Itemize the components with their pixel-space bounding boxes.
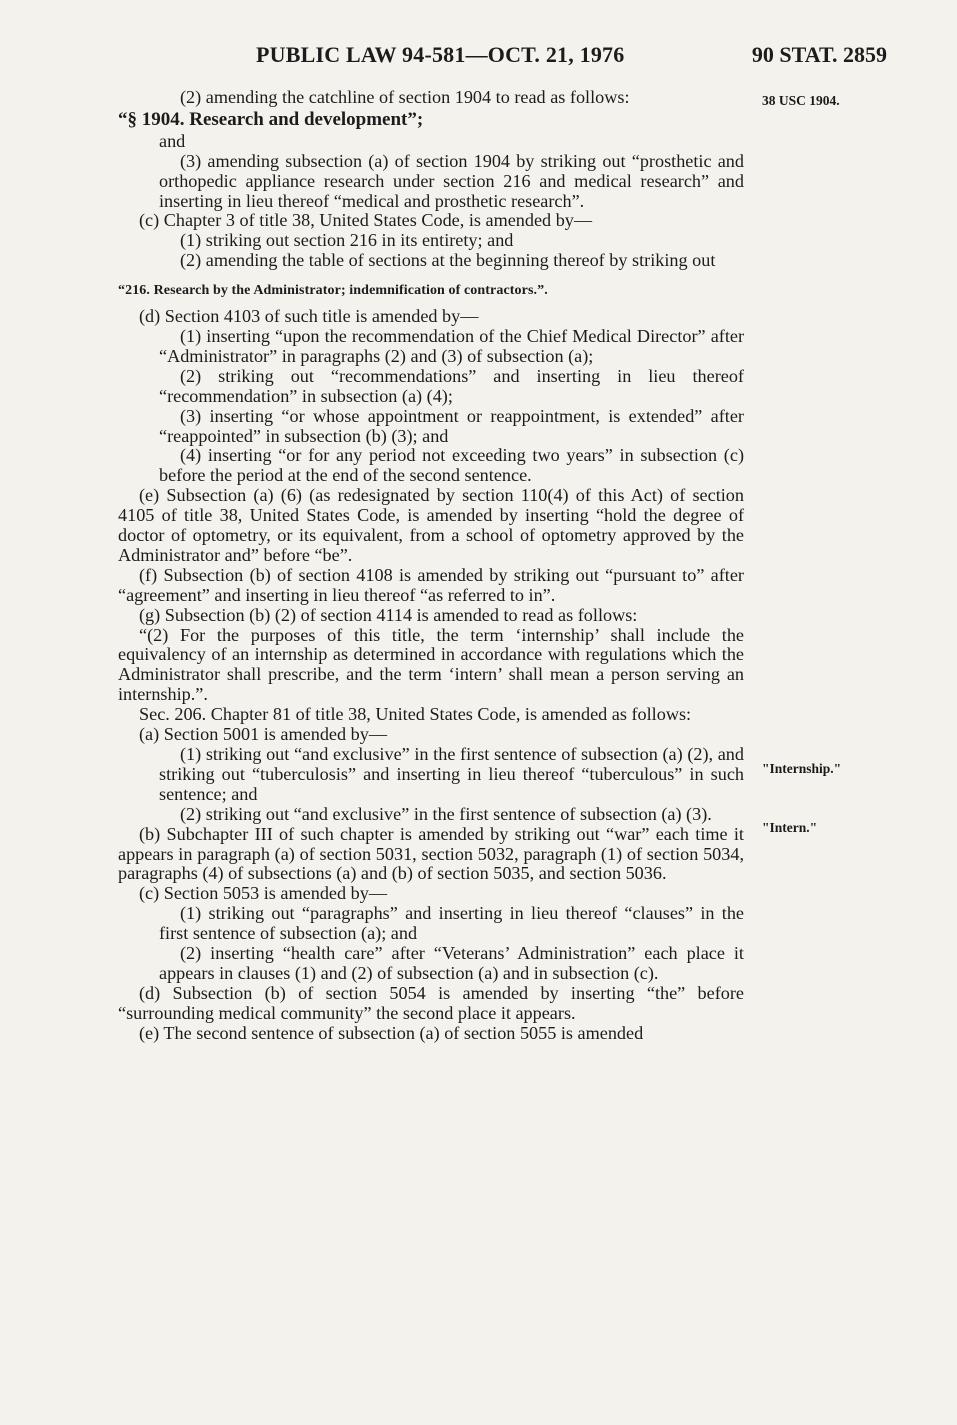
paragraph: (a) Section 5001 is amended by— bbox=[139, 724, 388, 745]
paragraph: (d) Section 4103 of such title is amended by— bbox=[139, 306, 479, 327]
paragraph: (2) striking out “recommendations” and inserting in lieu thereof “recommendation” in subsection (a) (4); bbox=[159, 365, 744, 406]
paragraph: (3) inserting “or whose appointment or reappointment, is extended” after “reappointed” in subsection (b) (3); and bbox=[159, 405, 744, 446]
paragraph: (d) Subsection (b) of section 5054 is amended by inserting “the” before “surrounding medical community” the second place it appears. bbox=[118, 982, 744, 1023]
paragraph: (1) striking out “and exclusive” in the first sentence of subsection (a) (2), and striking out “tuberculosis” and inserting in lieu thereof “tuberculous” in such sentence; and bbox=[159, 744, 744, 804]
header-stat-citation: 90 STAT. 2859 bbox=[751, 42, 887, 67]
margin-note-usc: 38 USC 1904. bbox=[762, 93, 840, 108]
paragraph: (2) amending the catchline of section 1904 to read as follows: bbox=[180, 87, 630, 107]
header-title: PUBLIC LAW 94-581—OCT. 21, 1976 bbox=[256, 42, 625, 67]
paragraph: (f) Subsection (b) of section 4108 is amended by striking out “pursuant to” after “agreement” and inserting in lieu thereof “as referred to in”. bbox=[118, 564, 744, 605]
paragraph: (b) Subchapter III of such chapter is amended by striking out “war” each time it appears in paragraph (a) of section 5031, section 5032, paragraph (1) of section 5034, paragraphs (4) of subsections (a) and (b) of section 5035, and section 5036. bbox=[118, 823, 744, 884]
section-paragraph: Sec. 206. Chapter 81 of title 38, United States Code, is amended as follows: bbox=[139, 704, 692, 725]
paragraph: (2) inserting “health care” after “Veterans’ Administration” each place it appears in clauses (1) and (2) of subsection (a) and in subsection (c). bbox=[159, 943, 744, 983]
paragraph: and bbox=[159, 130, 186, 151]
paragraph: (1) striking out section 216 in its entirety; and bbox=[180, 230, 514, 251]
paragraph: (c) Chapter 3 of title 38, United States Code, is amended by— bbox=[139, 210, 593, 231]
paragraph: (2) amending the table of sections at the beginning thereof by striking out bbox=[180, 250, 716, 271]
document-body bbox=[118, 88, 744, 1044]
paragraph: (1) inserting “upon the recommendation of the Chief Medical Director” after “Administrator” in paragraphs (2) and (3) of subsection (a); bbox=[159, 325, 744, 366]
margin-note-internship: "Internship." bbox=[762, 761, 842, 776]
paragraph: (3) amending subsection (a) of section 1904 by striking out “prosthetic and orthopedic appliance research under section 216 and medical research” and inserting in lieu thereof “medical and prosthetic research”. bbox=[159, 150, 744, 211]
paragraph: (c) Section 5053 is amended by— bbox=[139, 883, 388, 904]
paragraph: (2) striking out “and exclusive” in the first sentence of subsection (a) (3). bbox=[180, 803, 712, 824]
catchline-heading: “§ 1904. Research and development”; bbox=[118, 108, 424, 130]
paragraph: (e) Subsection (a) (6) (as redesignated by section 110(4) of this Act) of section 4105 of title 38, United States Code, is amended by inserting “hold the degree of doctor of optometry, or its equivalent, from a school of optometry approved by the Administrator and” before “be”. bbox=[118, 485, 744, 565]
table-of-sections-entry: “216. Research by the Administrator; indemnification of contractors.”. bbox=[118, 283, 548, 299]
paragraph: (g) Subsection (b) (2) of section 4114 is amended to read as follows: bbox=[139, 604, 638, 625]
page-header bbox=[0, 42, 957, 72]
margin-note-intern: "Intern." bbox=[762, 820, 818, 835]
paragraph: (1) striking out “paragraphs” and inserting in lieu thereof “clauses” in the first sentence of subsection (a); and bbox=[159, 903, 744, 944]
paragraph: “(2) For the purposes of this title, the term ‘internship’ shall include the equivalency of an internship as determined in accordance with regulations which the Administrator shall prescribe, and the term ‘intern’ shall mean a person serving an internship.”. bbox=[118, 624, 744, 705]
paragraph: (e) The second sentence of subsection (a) of section 5055 is amended bbox=[139, 1022, 644, 1043]
paragraph: (4) inserting “or for any period not exceeding two years” in subsection (c) before the period at the end of the second sentence. bbox=[159, 445, 744, 486]
